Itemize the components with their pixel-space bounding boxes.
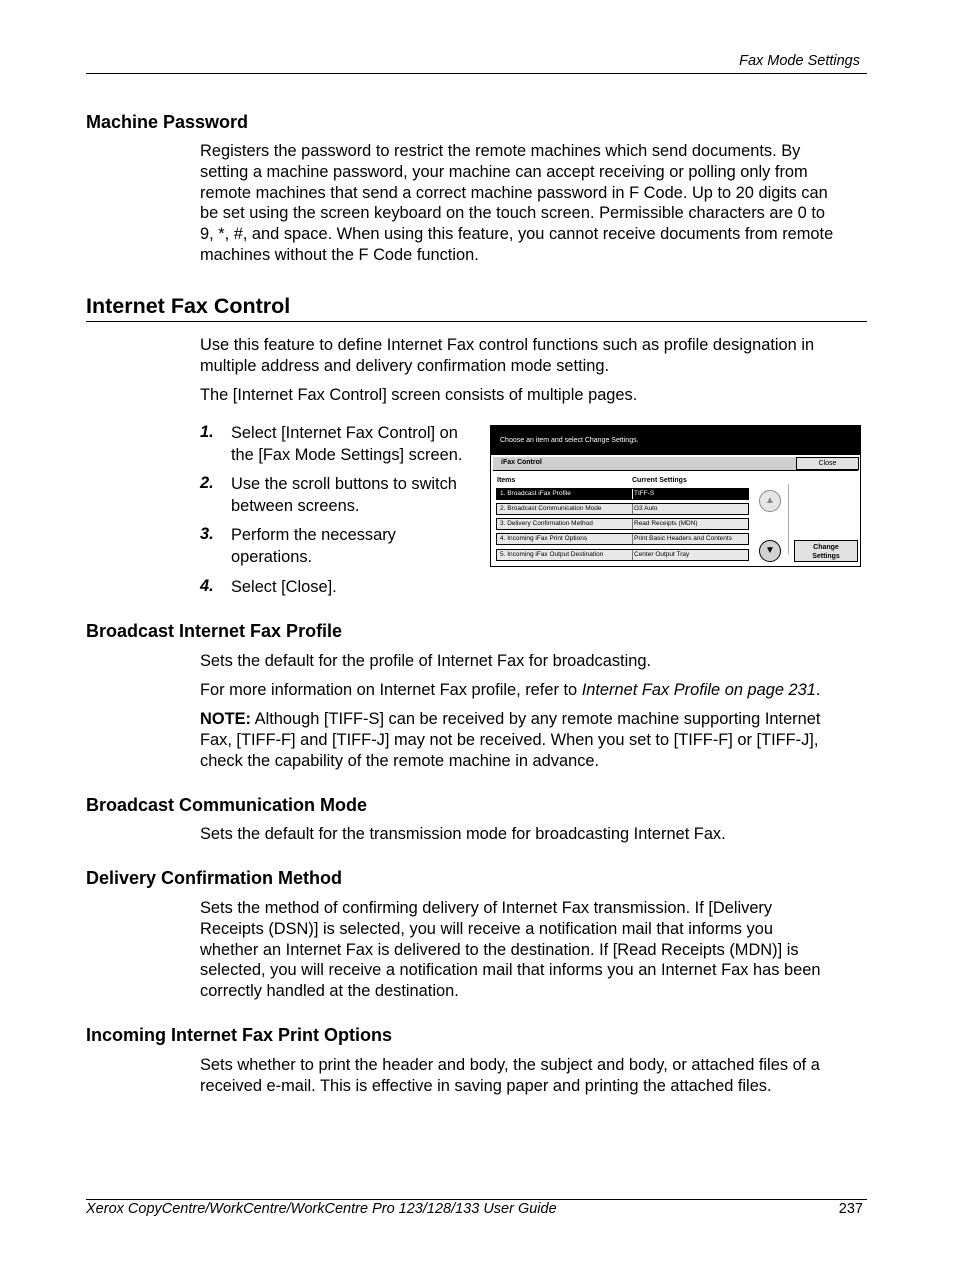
step-number: 3. (200, 525, 214, 543)
step-text: Use the scroll buttons to switch between screens. (231, 475, 457, 515)
machine-password-text: Registers the password to restrict the remote machines which send documents. By setting a machine password, your machine can accept receiving or polling only from remote machines that send a correct machine password in F Code. Up to 20 digits can be set using the screen keyboard on the touch screen. Permissible characters are 0 to 9, *, #, and space. When using this feature, you cannot receive documents from remote machines without the F Code function. (200, 142, 834, 264)
page-number: 237 (838, 1201, 863, 1217)
broadcast-mode-heading: Broadcast Communication Mode (86, 795, 368, 815)
scroll-down-button[interactable] (759, 540, 781, 562)
settings-row[interactable]: 4. Incoming iFax Print Options Print Basic Headers and Contents (496, 533, 749, 545)
internet-fax-control-heading: Internet Fax Control (86, 294, 291, 318)
screen-title: iFax Control (501, 459, 542, 466)
pages-note: The [Internet Fax Control] screen consists of multiple pages. (200, 386, 638, 404)
header-rule (86, 73, 867, 74)
delivery-method-text: Sets the method of confirming delivery of Internet Fax transmission. If [Delivery Receipts (DSN)] is selected, you will receive a notification mail that informs you whether an Internet Fax is delivered to the destination. If [Read Receipts (MDN)] is selected, you will receive a notification mail that informs you an Internet Fax has been correctly handled at the destination. (200, 899, 821, 1001)
arrow-up-icon: ▲ (765, 495, 775, 506)
machine-password-heading: Machine Password (86, 112, 249, 132)
broadcast-profile-text: Sets the default for the profile of Internet Fax for broadcasting. (200, 652, 651, 670)
delivery-method-heading: Delivery Confirmation Method (86, 868, 343, 888)
step-number: 1. (200, 423, 214, 441)
settings-row[interactable]: 2. Broadcast Communication Mode G3 Auto (496, 503, 749, 515)
broadcast-profile-note: NOTE: Although [TIFF-S] can be received by any remote machine supporting Internet Fax, [TIFF-F] and [TIFF-J] may not be received. When you set to [TIFF-F] or [TIFF-J], check the capability of the remote machine in advance. (200, 710, 821, 770)
internet-fax-control-intro: Use this feature to define Internet Fax control functions such as profile designation in multiple address and delivery confirmation mode setting. (200, 336, 815, 375)
step-number: 2. (200, 474, 214, 492)
broadcast-profile-heading: Broadcast Internet Fax Profile (86, 621, 343, 641)
broadcast-profile-reference: For more information on Internet Fax profile, refer to Internet Fax Profile on page 231. (200, 681, 821, 699)
cross-reference-link[interactable]: Internet Fax Profile on page 231 (581, 681, 816, 699)
broadcast-mode-text: Sets the default for the transmission mode for broadcasting Internet Fax. (200, 825, 726, 843)
step-number: 4. (200, 577, 214, 595)
screen-prompt: Choose an item and select Change Settings. (491, 426, 860, 455)
change-settings-button[interactable]: Change Settings (794, 540, 858, 562)
column-header-items: Items (497, 477, 516, 484)
step-text: Select [Close]. (231, 578, 337, 596)
footer-guide-title: Xerox CopyCentre/WorkCentre/WorkCentre Pro 123/128/133 User Guide (86, 1201, 557, 1217)
scroll-up-button[interactable] (759, 490, 781, 512)
step-text: Select [Internet Fax Control] on the [Fax Mode Settings] screen. (231, 424, 463, 464)
settings-row[interactable]: 1. Broadcast iFax Profile TIFF-S (496, 488, 749, 500)
step-text: Perform the necessary operations. (231, 526, 396, 566)
screen-divider (788, 484, 789, 554)
incoming-print-text: Sets whether to print the header and body, the subject and body, or attached files of a received e-mail. This is effective in saving paper and printing the attached files. (200, 1056, 820, 1095)
incoming-print-heading: Incoming Internet Fax Print Options (86, 1025, 393, 1045)
footer-rule (86, 1199, 867, 1200)
running-header: Fax Mode Settings (739, 53, 860, 69)
column-header-current-settings: Current Settings (632, 477, 687, 484)
settings-row[interactable]: 3. Delivery Confirmation Method Read Receipts (MDN) (496, 518, 749, 530)
section-rule (86, 321, 867, 322)
settings-row[interactable]: 5. Incoming iFax Output Destination Center Output Tray (496, 549, 749, 561)
close-button[interactable]: Close (796, 457, 859, 470)
note-label: NOTE: (200, 710, 251, 728)
ifax-control-screen (490, 425, 861, 567)
arrow-down-icon: ▼ (765, 545, 775, 556)
